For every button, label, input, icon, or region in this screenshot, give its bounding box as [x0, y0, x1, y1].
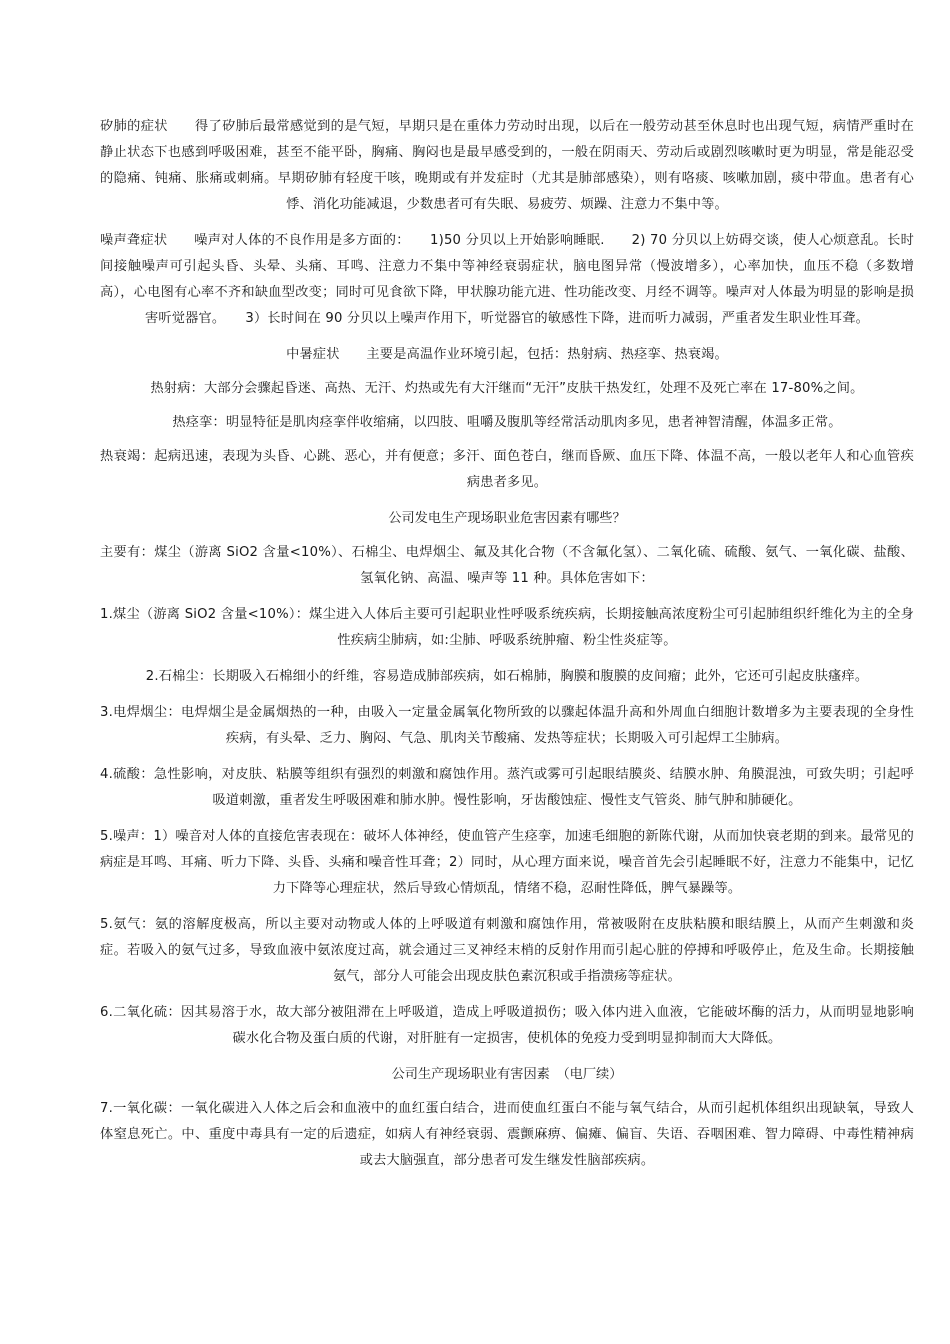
- hazard-item-coal-dust: 1.煤尘（游离 SiO2 含量<10%）：煤尘进入人体后主要可引起职业性呼吸系统疾病，长期接触高浓度粉尘可引起肺组织纤维化为主的全身性疾病尘肺病，如:尘肺、呼吸系统肿瘤、粉尘性炎症等。: [100, 607, 914, 648]
- heat-cramp-paragraph: 热痉挛：明显特征是肌肉痉挛伴收缩痛，以四肢、咀嚼及腹肌等经常活动肌肉多见，患者神智清醒，体温多正常。: [172, 415, 842, 430]
- heat-exhaustion-paragraph: 热衰竭：起病迅速，表现为头昏、心跳、恶心，并有便意；多汗、面色苍白，继而昏厥、血压下降、体温不高，一般以老年人和心血管疾病患者多见。: [100, 449, 914, 490]
- document-page: [100, 114, 914, 1184]
- hazard-item-carbon-monoxide: 7.一氧化碳：一氧化碳进入人体之后会和血液中的血红蛋白结合，进而使血红蛋白不能与氧气结合，从而引起机体组织出现缺氧，导致人体窒息死亡。中、重度中毒具有一定的后遗症，如病人有神经衰弱、震颤麻痹、偏瘫、偏盲、失语、吞咽困难、智力障碍、中毒性精神病或去大脑强直，部分患者可发生继发性脑部疾病。: [100, 1101, 914, 1168]
- hazard-item-sulfuric-acid: 4.硫酸：急性影响，对皮肤、粘膜等组织有强烈的刺激和腐蚀作用。蒸汽或雾可引起眼结膜炎、结膜水肿、角膜混浊，可致失明；引起呼吸道刺激，重者发生呼吸困难和肺水肿。慢性影响，牙齿酸蚀症、慢性支气管炎、肺气肿和肺硬化。: [100, 767, 914, 808]
- silicosis-symptoms-paragraph: 矽肺的症状 得了矽肺后最常感觉到的是气短，早期只是在重体力劳动时出现，以后在一般劳动甚至休息时也出现气短，病情严重时在静止状态下也感到呼吸困难，甚至不能平卧，胸痛、胸闷也是最早感受到的，一般在阴雨天、劳动后或剧烈咳嗽时更为明显，常是能忍受的隐痛、钝痛、胀痛或刺痛。早期矽肺有轻度干咳，晚期或有并发症时（尤其是肺部感染），则有咯痰、咳嗽加剧，痰中带血。患者有心悸、消化功能减退，少数患者可有失眠、易疲劳、烦躁、注意力不集中等。: [100, 119, 914, 212]
- hazard-item-noise: 5.噪声：1）噪音对人体的直接危害表现在：破坏人体神经，使血管产生痉挛，加速毛细胞的新陈代谢，从而加快衰老期的到来。最常见的病症是耳鸣、耳痛、听力下降、头昏、头痛和噪音性耳聋；2）同时，从心理方面来说，噪音首先会引起睡眠不好，注意力不能集中，记忆力下降等心理症状，然后导致心情烦乱，情绪不稳，忍耐性降低，脾气暴躁等。: [100, 829, 914, 896]
- section-heading-hazards: 公司发电生产现场职业危害因素有哪些？: [388, 511, 626, 526]
- heat-stroke-paragraph: 热射病：大部分会骤起昏迷、高热、无汗、灼热或先有大汗继而“无汗”皮肤干热发红，处理不及死亡率在 17-80%之间。: [150, 381, 864, 396]
- hazard-item-asbestos: 2.石棉尘：长期吸入石棉细小的纤维，容易造成肺部疾病，如石棉肺，胸膜和腹膜的皮间瘤；此外，它还可引起皮肤瘙痒。: [145, 669, 869, 684]
- section-heading-continued: 公司生产现场职业有害因素 （电厂续）: [391, 1067, 623, 1082]
- hazards-overview-paragraph: 主要有：煤尘（游离 SiO2 含量<10%）、石棉尘、电焊烟尘、氟及其化合物（不含氟化氢）、二氧化硫、硫酸、氨气、一氧化碳、盐酸、氢氧化钠、高温、噪声等 11 种。具体危害如下：: [100, 545, 914, 586]
- heatstroke-symptoms-heading: 中暑症状 主要是高温作业环境引起，包括：热射病、热痉挛、热衰竭。: [286, 347, 728, 362]
- hazard-item-welding-fume: 3.电焊烟尘：电焊烟尘是金属烟热的一种，由吸入一定量金属氧化物所致的以骤起体温升高和外周血白细胞计数增多为主要表现的全身性疾病，有头晕、乏力、胸闷、气急、肌肉关节酸痛、发热等症状；长期吸入可引起焊工尘肺病。: [100, 705, 914, 746]
- noise-deafness-symptoms-paragraph: 噪声聋症状 噪声对人体的不良作用是多方面的： 1)50 分贝以上开始影响睡眠. 2) 70 分贝以上妨碍交谈，使人心烦意乱。长时间接触噪声可引起头昏、头晕、头痛、耳鸣、注意力不集中等神经衰弱症状，脑电图异常（慢波增多），心率加快，血压不稳（多数增高），心电图有心率不齐和缺血型改变；同时可见食欲下降，甲状腺功能亢进、性功能改变、月经不调等。噪声对人体最为明显的影响是损害听觉器官。 3）长时间在 90 分贝以上噪声作用下，听觉器官的敏感性下降，进而听力减弱，严重者发生职业性耳聋。: [100, 233, 914, 326]
- hazard-item-ammonia: 5.氨气：氨的溶解度极高，所以主要对动物或人体的上呼吸道有刺激和腐蚀作用，常被吸附在皮肤粘膜和眼结膜上，从而产生刺激和炎症。若吸入的氨气过多，导致血液中氨浓度过高，就会通过三叉神经末梢的反射作用而引起心脏的停搏和呼吸停止，危及生命。长期接触氨气，部分人可能会出现皮肤色素沉积或手指溃疡等症状。: [100, 917, 914, 984]
- hazard-item-sulfur-dioxide: 6.二氧化硫：因其易溶于水，故大部分被阻滞在上呼吸道，造成上呼吸道损伤；吸入体内进入血液，它能破坏酶的活力，从而明显地影响碳水化合物及蛋白质的代谢，对肝脏有一定损害，使机体的免疫力受到明显抑制而大大降低。: [100, 1005, 914, 1046]
